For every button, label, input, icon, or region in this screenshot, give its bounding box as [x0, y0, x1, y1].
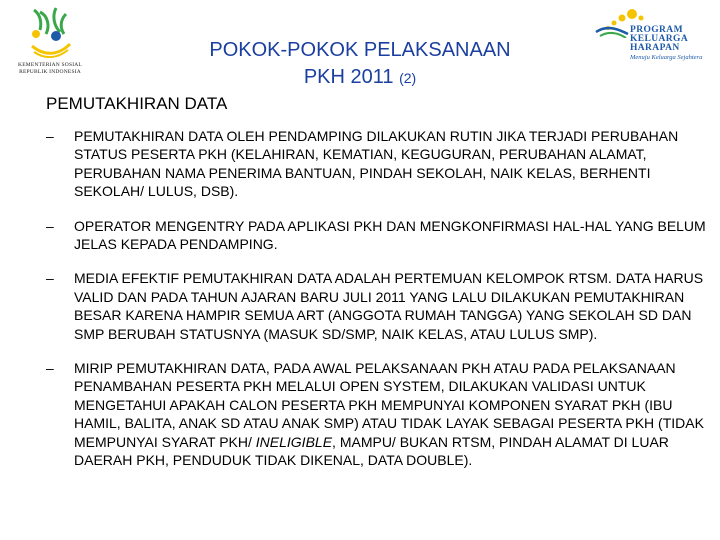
- ministry-logo: [4, 6, 96, 74]
- pkh-line-2: KELUARGA: [630, 34, 689, 44]
- item-text: PEMUTAKHIRAN DATA OLEH PENDAMPING DILAKUKAN RUTIN JIKA TERJADI PERUBAHAN STATUS PESERTA PKH (KELAHIRAN, KEMATIAN, KEGUGURAN, PERUBAHAN ALAMAT, PERUBAHAN NAMA PENERIMA BANTUAN, PINDAH SEKOLAH, NAIK KELAS, BERHENTI SEKOLAH/ LULUS, DSB).: [74, 128, 679, 200]
- bullet-list: [46, 127, 706, 486]
- title-suffix: (2): [399, 70, 417, 86]
- item-text: MEDIA EFEKTIF PEMUTAKHIRAN DATA ADALAH PERTEMUAN KELOMPOK RTSM. DATA HARUS VALID DAN PADA TAHUN AJARAN BARU JULI 2011 YANG LALU DILAKUKAN PEMUTAKHIRAN BESAR KARENA HAMPIR SEMUA ART (ANGGOTA RUMAH TANGGA) YANG SEKOLAH SD DAN SMP BERUBAH STATUSNYA (MASUK SD/SMP, NAIK KELAS, ATAU LULUS SMP).: [74, 270, 704, 342]
- list-item: [46, 217, 706, 254]
- bullet-dash: –: [46, 360, 54, 377]
- pkh-line-1: PROGRAM: [630, 25, 683, 35]
- title-line-2: [100, 64, 620, 92]
- bullet-dash: –: [46, 217, 54, 234]
- item-text-italic: INELIGIBLE: [255, 433, 333, 450]
- pkh-tagline: Menuju Keluarga Sejahtera: [630, 54, 703, 61]
- title-line-1: POKOK-POKOK PELAKSANAAN: [209, 39, 511, 61]
- bullet-dash: –: [46, 270, 54, 287]
- section-heading: PEMUTAKHIRAN DATA: [46, 94, 228, 113]
- pkh-line-3: HARAPAN: [630, 43, 680, 53]
- item-text-before: MIRIP PEMUTAKHIRAN DATA, PADA AWAL PELAKSANAAN PKH ATAU PADA PELAKSANAAN PENAMBAHAN PESERTA PKH MELALUI OPEN SYSTEM, DILAKUKAN VALIDASI UNTUK MENGETAHUI APAKAH CALON PESERTA PKH MEMPUNYAI KOMPONEN SYARAT PKH (IBU HAMIL, BALITA, ANAK SD ATAU ANAK SMP) ATAU TIDAK LAYAK SEBAGAI PESERTA PKH (TIDAK MEMPUNYAI SYARAT PKH/: [74, 360, 704, 450]
- title-main-2: PKH 2011: [303, 66, 400, 88]
- item-text-after: , MAMPU/ BUKAN RTSM, PINDAH ALAMAT DI LUAR DAERAH PKH, PENDUDUK TIDAK DIKENAL, DATA DOUBLE).: [74, 433, 669, 469]
- list-item: [46, 127, 706, 201]
- pkh-wordmark: [630, 26, 688, 53]
- item-text: [74, 360, 704, 468]
- ministry-emblem-icon: [26, 6, 74, 58]
- list-item: [46, 359, 706, 469]
- bullet-dash: –: [46, 128, 54, 144]
- ministry-caption: KEMENTERIAN SOSIAL REPUBLIK INDONESIA: [18, 62, 82, 75]
- list-item: [46, 269, 706, 343]
- item-text: OPERATOR MENGENTRY PADA APLIKASI PKH DAN MENGKONFIRMASI HAL-HAL YANG BELUM JELAS KEPADA PENDAMPING.: [74, 217, 706, 253]
- page-title: [100, 37, 620, 92]
